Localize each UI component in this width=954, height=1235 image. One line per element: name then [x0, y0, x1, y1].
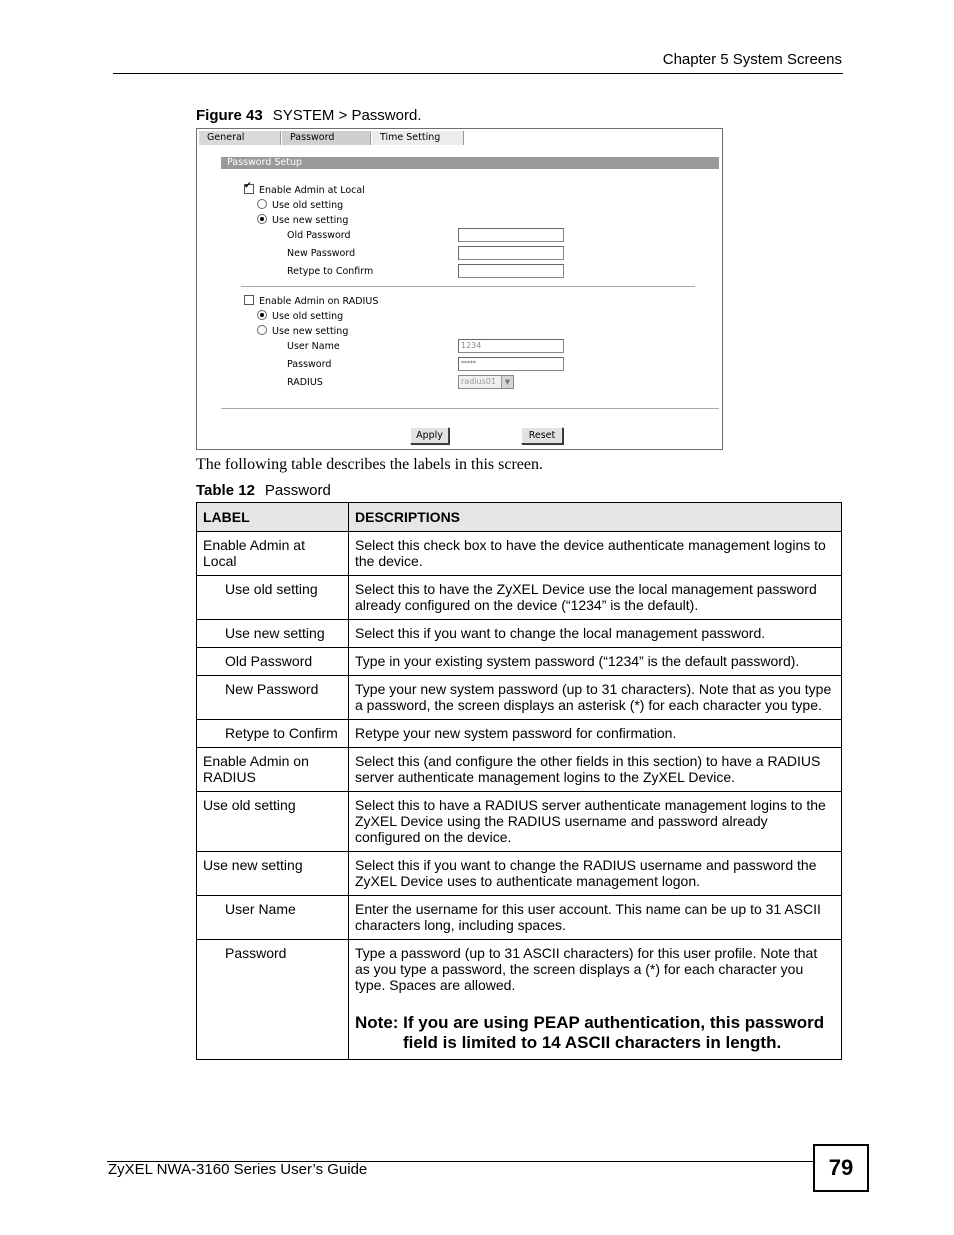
tab-password[interactable]: Password [282, 131, 371, 145]
local-use-new-label: Use new setting [272, 215, 349, 226]
descriptions-column-header: DESCRIPTIONS [349, 503, 842, 532]
user-name-label: User Name [287, 341, 340, 352]
row-description: Type in your existing system password (“1234” is the default password). [349, 648, 842, 676]
figure-caption [196, 107, 422, 124]
table-row [197, 792, 842, 852]
radius-server-label: RADIUS [287, 377, 323, 388]
figure-label: Figure 43 [196, 107, 263, 124]
reset-button[interactable]: Reset [521, 427, 563, 444]
new-password-label: New Password [287, 248, 356, 259]
row-label: Use new setting [197, 852, 349, 896]
user-name-input[interactable]: 1234 [458, 339, 564, 353]
local-use-old-row[interactable] [257, 199, 343, 211]
table-row [197, 620, 842, 648]
password-screen-figure [196, 128, 723, 450]
table-row [197, 676, 842, 720]
row-label: Enable Admin on RADIUS [197, 748, 349, 792]
table-header-row [197, 503, 842, 532]
enable-admin-local-checkbox[interactable] [244, 184, 254, 194]
radius-password-label: Password [287, 359, 332, 370]
old-password-input[interactable] [458, 228, 564, 242]
row-description-cell [349, 940, 842, 1060]
table-row [197, 532, 842, 576]
table-row [197, 940, 842, 1060]
row-description: Type a password (up to 31 ASCII characters) for this user profile. Note that as you type a password, the screen displays a (*) for each character you type. Spaces are allowed. [355, 945, 818, 993]
footer-guide-title: ZyXEL NWA-3160 Series User’s Guide [108, 1161, 368, 1178]
row-description: Type your new system password (up to 31 characters). Note that as you type a password, the screen displays an asterisk (*) for each character you type. [349, 676, 842, 720]
row-label: Password [197, 940, 349, 1060]
password-setup-header: Password Setup [221, 157, 719, 169]
row-label: Retype to Confirm [197, 720, 349, 748]
table-row [197, 896, 842, 940]
radius-use-old-label: Use old setting [272, 311, 344, 322]
local-use-new-row[interactable] [257, 214, 348, 226]
row-label: Old Password [197, 648, 349, 676]
row-label: Enable Admin at Local [197, 532, 349, 576]
label-column-header: LABEL [197, 503, 349, 532]
tab-time-setting[interactable]: Time Setting [372, 131, 464, 145]
table-row [197, 648, 842, 676]
retype-confirm-input[interactable] [458, 264, 564, 278]
radius-use-new-radio[interactable] [257, 325, 267, 335]
row-description: Select this check box to have the device authenticate management logins to the device. [349, 532, 842, 576]
enable-admin-local-row[interactable] [244, 184, 365, 196]
enable-admin-radius-label: Enable Admin on RADIUS [259, 296, 379, 307]
row-description: Select this if you want to change the RADIUS username and password the ZyXEL Device uses to authenticate management logon. [349, 852, 842, 896]
header-rule [113, 73, 843, 74]
table-row [197, 748, 842, 792]
table-label: Table 12 [196, 482, 255, 499]
table-row [197, 576, 842, 620]
running-header: Chapter 5 System Screens [662, 51, 842, 68]
apply-button[interactable]: Apply [410, 427, 449, 444]
row-label: Use old setting [197, 576, 349, 620]
row-description: Enter the username for this user account. This name can be up to 31 ASCII characters long, including spaces. [349, 896, 842, 940]
row-description: Select this if you want to change the local management password. [349, 620, 842, 648]
chevron-down-icon[interactable]: ▼ [501, 376, 513, 388]
enable-admin-radius-row[interactable] [244, 295, 378, 307]
table-row [197, 852, 842, 896]
table-row [197, 720, 842, 748]
enable-admin-radius-checkbox[interactable] [244, 295, 254, 305]
row-description: Select this to have a RADIUS server authenticate management logins to the ZyXEL Device using the RADIUS username and password already configured on the device. [349, 792, 842, 852]
local-use-old-radio[interactable] [257, 199, 267, 209]
table-caption [196, 482, 331, 499]
radius-use-new-label: Use new setting [272, 326, 349, 337]
row-description: Retype your new system password for confirmation. [349, 720, 842, 748]
password-description-table [196, 502, 842, 1060]
row-description: Select this (and configure the other fields in this section) to have a RADIUS server authenticate management logins to the ZyXEL Device. [349, 748, 842, 792]
row-description: Select this to have the ZyXEL Device use the local management password already configured on the device (“1234” is the default). [349, 576, 842, 620]
section-divider [241, 286, 695, 287]
radius-server-select[interactable] [458, 375, 514, 389]
retype-confirm-label: Retype to Confirm [287, 266, 374, 277]
page-number: 79 [813, 1144, 869, 1192]
local-use-old-label: Use old setting [272, 200, 344, 211]
row-label: Use new setting [197, 620, 349, 648]
row-label: User Name [197, 896, 349, 940]
enable-admin-local-label: Enable Admin at Local [259, 185, 365, 196]
tab-general[interactable]: General [199, 131, 281, 145]
radius-server-value: radius01 [461, 377, 496, 386]
radius-use-new-row[interactable] [257, 325, 348, 337]
row-label: Use old setting [197, 792, 349, 852]
peap-note: Note: If you are using PEAP authentication, this password field is limited to 14 ASCII characters in length. [355, 1013, 825, 1052]
radius-password-input[interactable]: ***** [458, 357, 564, 371]
radius-use-old-row[interactable] [257, 310, 343, 322]
radius-use-old-radio[interactable] [257, 310, 267, 320]
old-password-label: Old Password [287, 230, 351, 241]
intro-paragraph: The following table describes the labels in this screen. [196, 456, 544, 473]
local-use-new-radio[interactable] [257, 214, 267, 224]
new-password-input[interactable] [458, 246, 564, 260]
figure-title: SYSTEM > Password. [272, 107, 422, 124]
bottom-divider [221, 408, 719, 409]
table-title: Password [264, 482, 331, 499]
row-label: New Password [197, 676, 349, 720]
